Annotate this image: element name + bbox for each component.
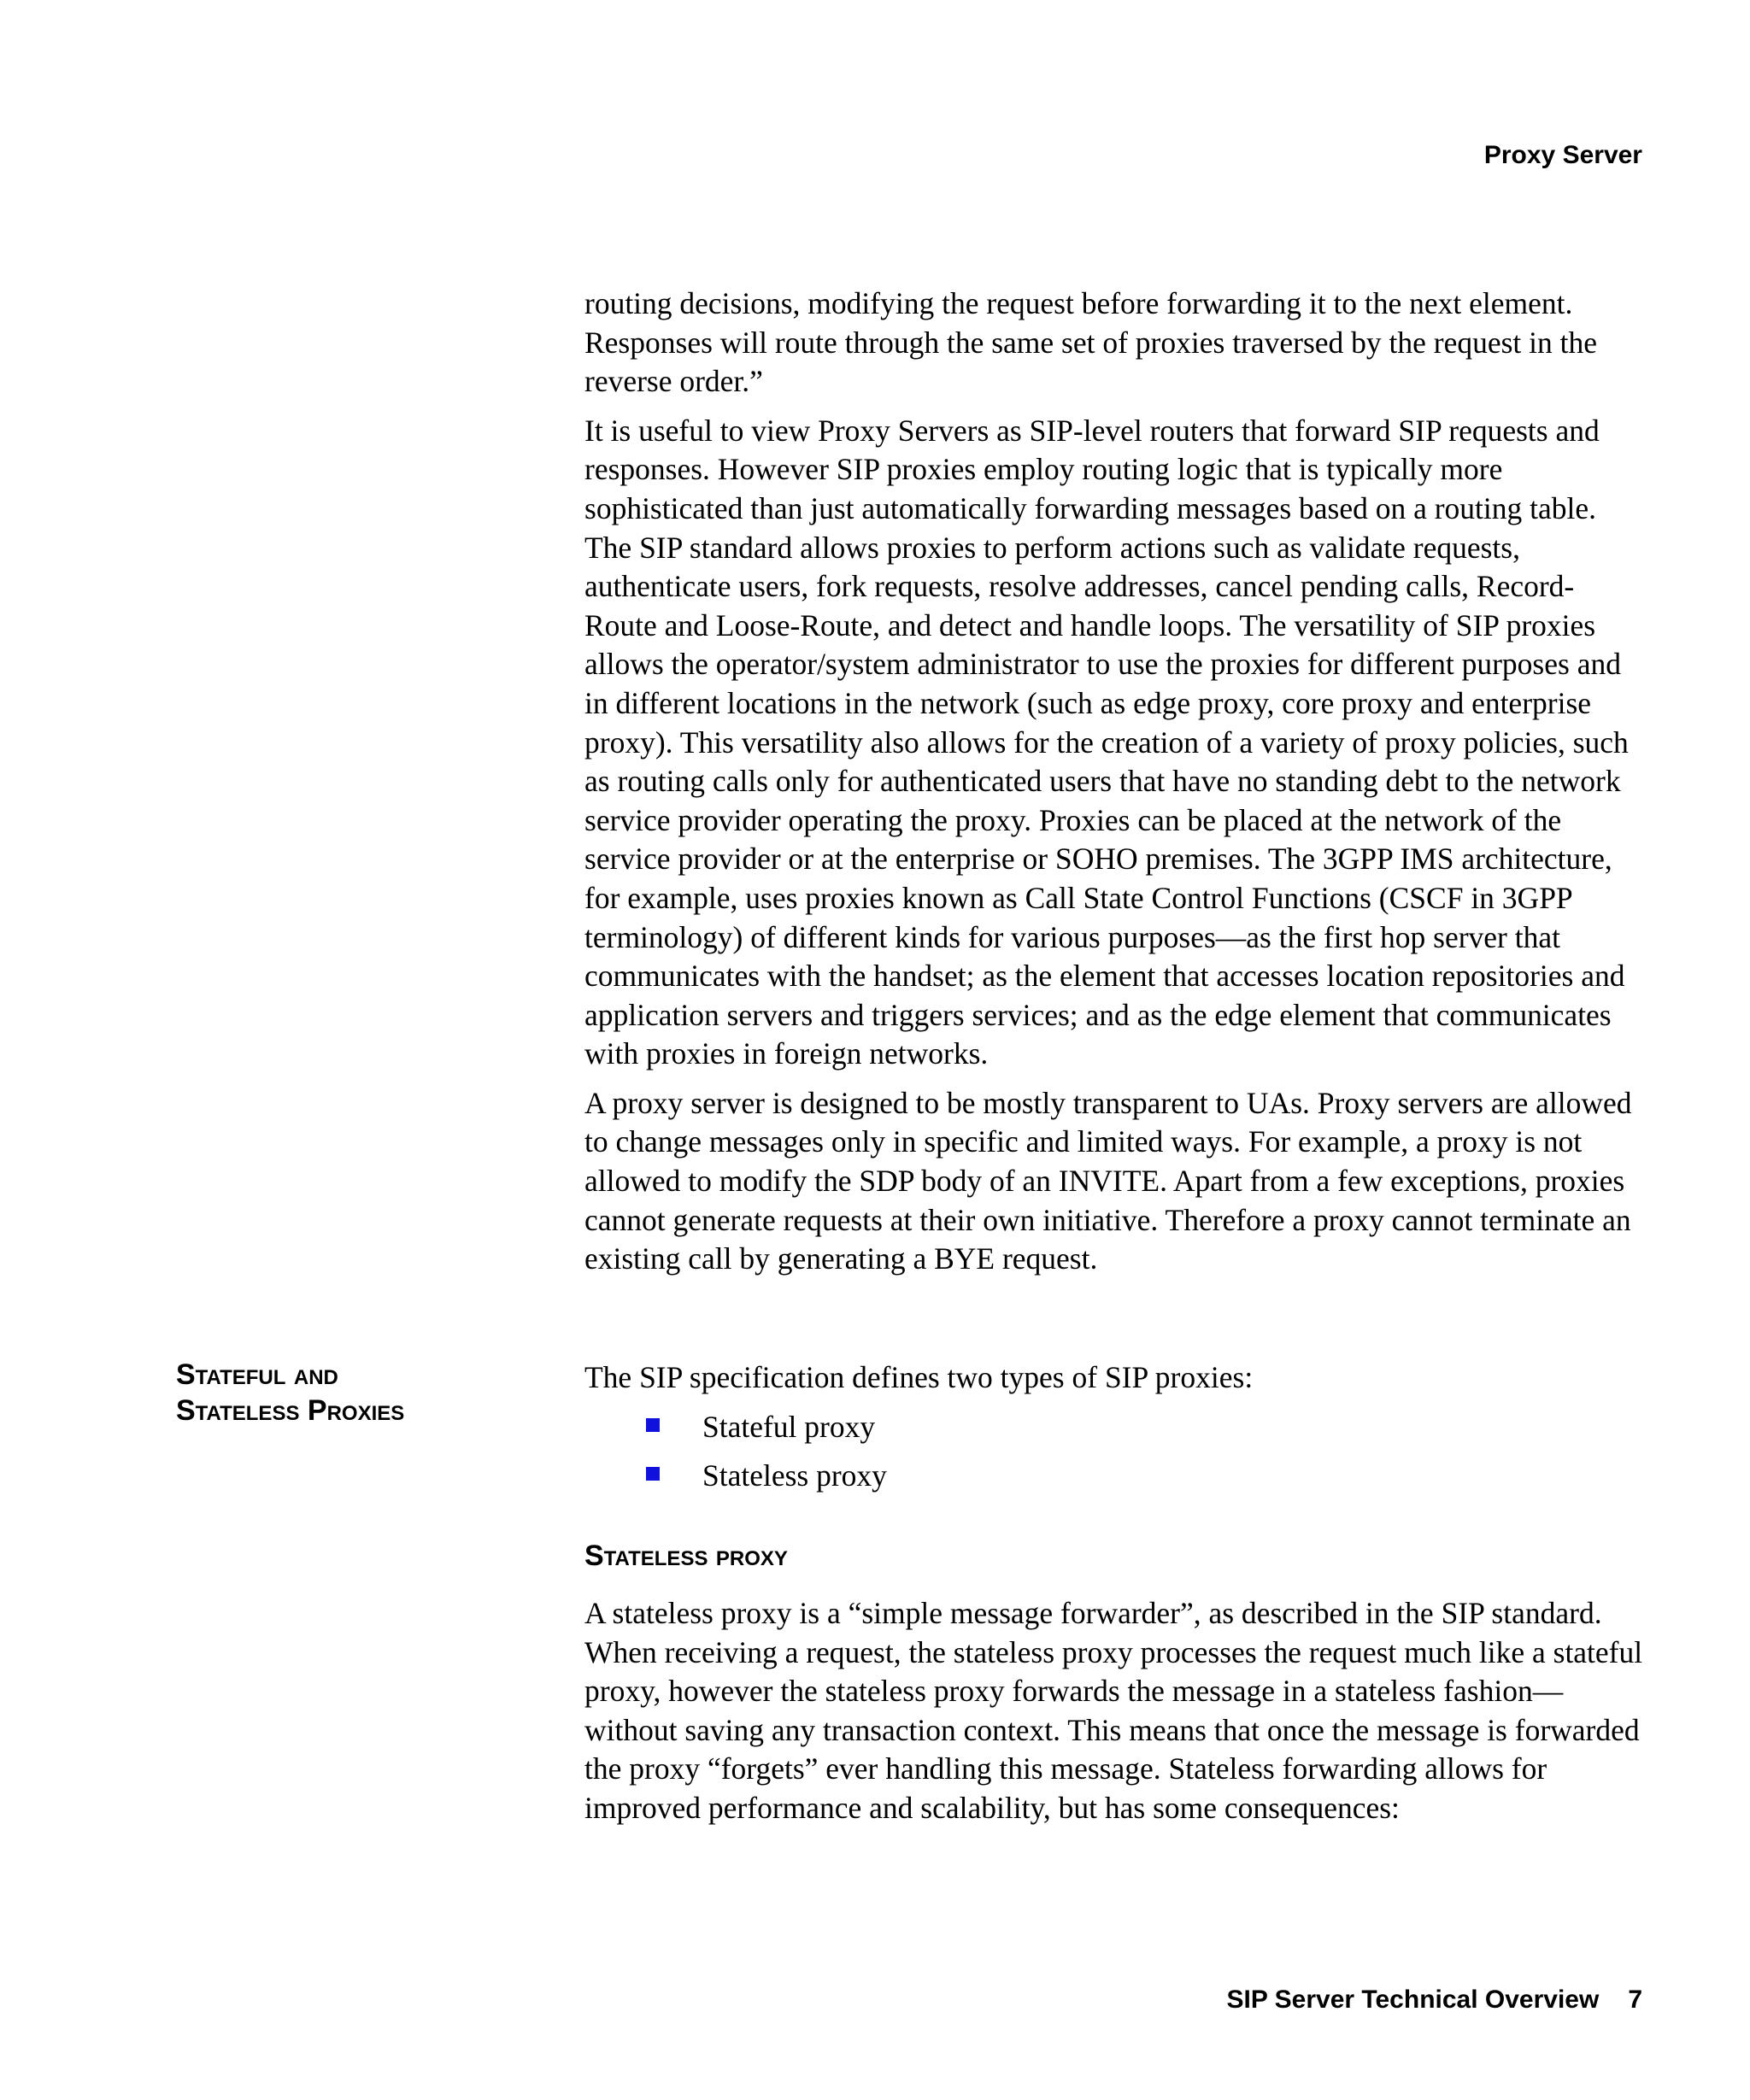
subsection-heading-stateless-proxy: Stateless proxy bbox=[584, 1540, 788, 1572]
list-item bbox=[584, 1408, 1644, 1447]
list-item-label: Stateful proxy bbox=[702, 1409, 876, 1444]
paragraph-proxy-transparency: A proxy server is designed to be mostly transparent to UAs. Proxy servers are allowed to change messages only in specific and limited ways. For example, a proxy is not allowed to modify the SDP body of an INVITE. Apart from a few exceptions, proxies cannot generate requests at their own initiative. Therefore a proxy cannot terminate an existing call by generating a BYE request. bbox=[584, 1085, 1632, 1276]
running-header: Proxy Server bbox=[1483, 141, 1642, 169]
footer-doc-title: SIP Server Technical Overview bbox=[1226, 1986, 1600, 2014]
paragraph-continuation: routing decisions, modifying the request before forwarding it to the next element. Responses will route through the same set of proxies traversed by the request in the reverse order.” bbox=[584, 286, 1598, 399]
paragraph-stateless-proxy: A stateless proxy is a “simple message forwarder”, as described in the SIP standard. When receiving a request, the stateless proxy processes the request much like a stateful proxy, however the stateless proxy forwards the message in a stateless fashion—without saving any transaction context. This means that once the message is forwarded the proxy “forgets” ever handling this message. Stateless forwarding allows for improved performance and scalability, but has some consequences: bbox=[584, 1596, 1643, 1825]
paragraph-proxy-routers: It is useful to view Proxy Servers as SIP-level routers that forward SIP requests and responses. However SIP proxies employ routing logic that is typically more sophisticated than just automatically forwarding messages based on a routing table. The SIP standard allows proxies to perform actions such as validate requests, authenticate users, fork requests, resolve addresses, cancel pending calls, Record-Route and Loose-Route, and detect and handle loops. The versatility of SIP proxies allows the operator/system administrator to use the proxies for different purposes and in different locations in the network (such as edge proxy, core proxy and enterprise proxy). This versatility also allows for the creation of a variety of proxy policies, such as routing calls only for authenticated users that have no standing debt to the network service provider operating the proxy. Proxies can be placed at the network of the service provider or at the enterprise or SOHO premises. The 3GPP IMS architecture, for example, uses proxies known as Call State Control Functions (CSCF in 3GPP terminology) of different kinds for various purposes—as the first hop server that communicates with the handset; as the element that accesses location repositories and application servers and triggers services; and as the edge element that communicates with proxies in foreign networks. bbox=[584, 413, 1629, 1071]
page-number: 7 bbox=[1628, 1986, 1642, 2014]
proxy-types-block bbox=[584, 1358, 1644, 1506]
body-text-top bbox=[584, 284, 1644, 1279]
proxy-types-intro: The SIP specification defines two types of SIP proxies: bbox=[584, 1360, 1254, 1394]
section-heading-line-1: Stateful and bbox=[176, 1358, 338, 1391]
stateless-proxy-block bbox=[584, 1594, 1644, 1828]
list-item bbox=[584, 1457, 1644, 1496]
section-heading-stateful-stateless bbox=[176, 1357, 543, 1428]
running-footer bbox=[1227, 1985, 1643, 2015]
proxy-types-list bbox=[584, 1408, 1644, 1496]
section-heading-line-2: Stateless Proxies bbox=[176, 1394, 405, 1427]
square-bullet-icon bbox=[646, 1418, 660, 1432]
square-bullet-icon bbox=[646, 1467, 660, 1481]
list-item-label: Stateless proxy bbox=[702, 1458, 887, 1493]
